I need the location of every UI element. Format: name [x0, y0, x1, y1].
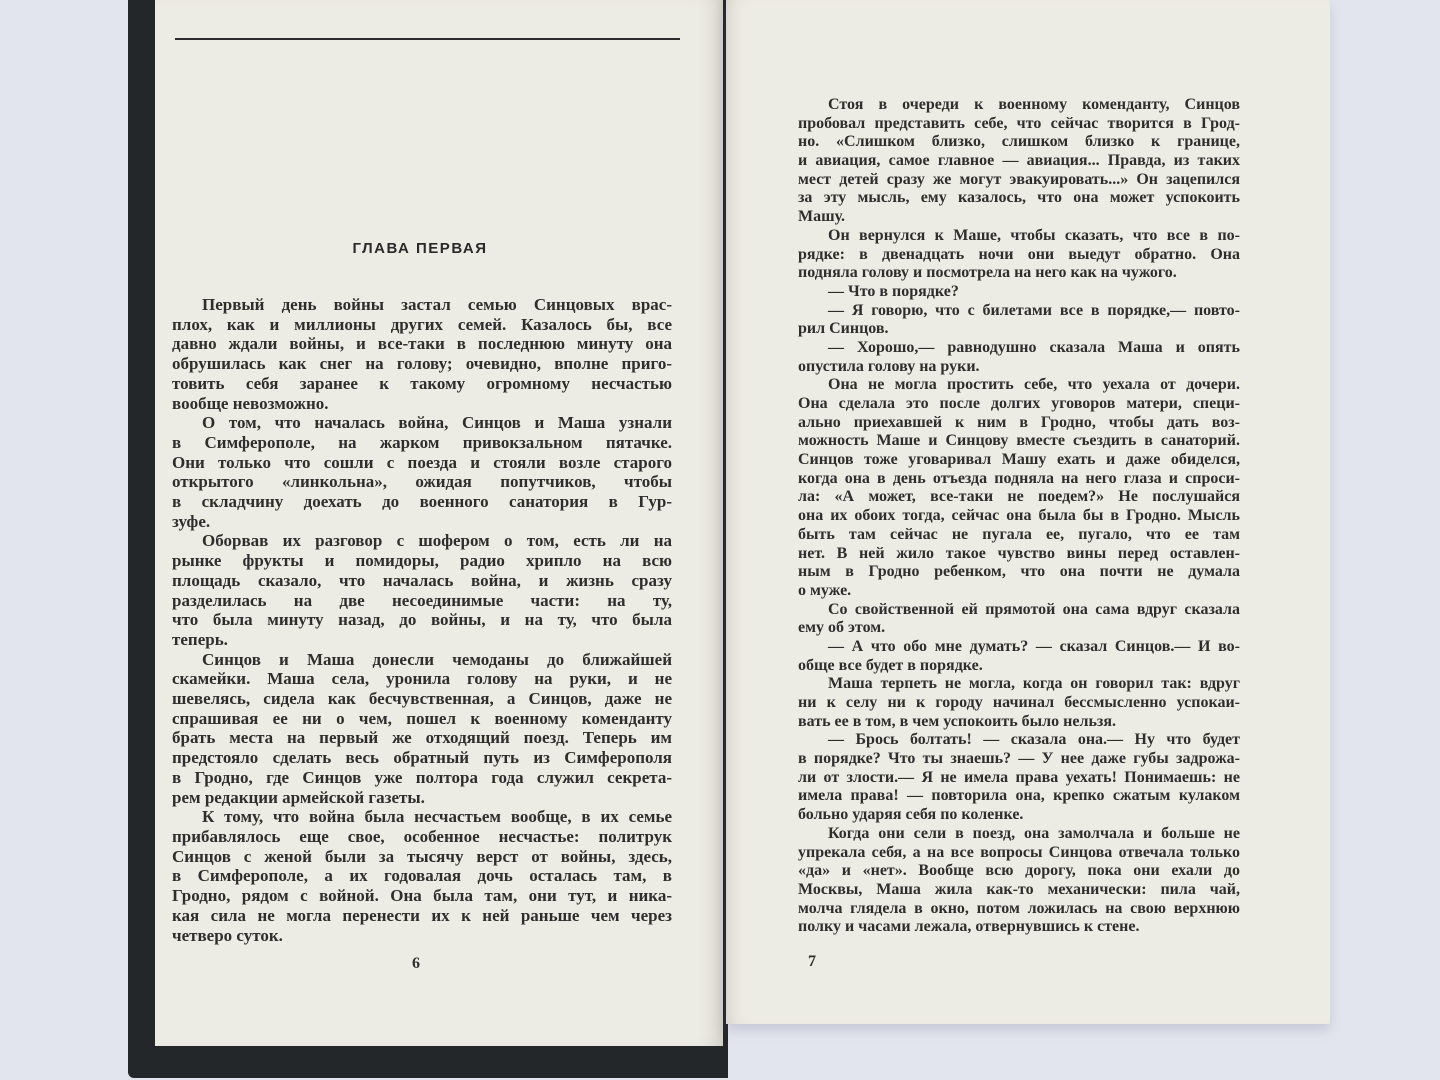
text-line: — Брось болтать! — сказала она.— Ну что будет [828, 731, 1240, 749]
left-page [155, 0, 723, 1046]
paragraph [798, 825, 1240, 937]
text-line: кая сила не могла перенести их к ней раньше чем через [172, 905, 672, 925]
paragraph [798, 731, 1240, 824]
text-line: Машу. [798, 208, 846, 226]
text-line: Первый день войны застал семью Синцовых врас- [202, 295, 672, 314]
text-line: Они только что сошли с поезда и стояли возле старого [172, 452, 672, 472]
text-line: «да» и «нет». Вообще всю дорогу, пока они ехали до [798, 862, 1240, 880]
text-line: о муже. [798, 581, 852, 599]
text-line: К тому, что война была несчастьем вообще, в их семье [202, 807, 672, 827]
text-line: можность Маше и Синцову вместе съездить в санаторий. [798, 432, 1240, 450]
text-line: в Гродно, где Синцов уже полтора года служил секрета- [172, 767, 672, 787]
text-line: Москвы, Маша жила как-то механически: пила чай, [798, 880, 1240, 898]
text-line: Оборвав их разговор с шофером о том, есть ли на [202, 531, 672, 551]
text-line: нет. В ней жило такое чувство вины перед оставлен- [798, 544, 1240, 562]
text-line: обще все будет в порядке. [798, 656, 983, 674]
text-line: ему об этом. [798, 619, 886, 637]
text-line: Когда они сели в поезд, она замолчала и больше не [828, 824, 1240, 842]
text-line: опустила голову на руки. [798, 357, 980, 375]
text-line: рынке фрукты и помидоры, радио хрипло на всю [172, 551, 672, 571]
text-line: рядке: в двенадцать ночи они выедут обратно. Она [798, 245, 1240, 263]
text-line: в Симферополе, а их годовалая дочь осталась там, в [172, 866, 672, 886]
text-line: О том, что началась война, Синцов и Маша узнали [202, 413, 672, 433]
text-line: она их обоих тогда, сейчас она была бы в Гродно. Мысль [798, 507, 1240, 525]
text-line: упрекала себя, а на все вопросы Синцова отвечала только [798, 843, 1240, 861]
paragraph [798, 376, 1240, 600]
text-line: обрушилась как снег на голову; очевидно, вполне приго- [172, 354, 672, 374]
text-line: что была минуту назад, до войны, и на ту, что была [172, 610, 672, 630]
text-line: больно ударяя себя по коленке. [798, 806, 1024, 824]
text-line: имела права! — повторила она, крепко сжатым кулаком [798, 787, 1240, 805]
paragraph [798, 283, 1240, 302]
text-line: Она сделала это после долгих уговоров матери, специ- [798, 395, 1240, 412]
paragraph [798, 96, 1240, 227]
text-line: открытого «линкольна», ожидая попутчиков, чтобы [172, 472, 672, 492]
text-line: разделилась на две несоединимые части: на ту, [172, 590, 672, 610]
paragraph [172, 807, 672, 945]
text-line: Стоя в очереди к военному коменданту, Синцов [828, 96, 1240, 113]
text-line: спрашивая ее ни о чем, пошел к военному коменданту [172, 708, 672, 728]
text-line: Со свойственной ей прямотой она сама вдруг сказала [828, 600, 1240, 618]
text-line: давно ждали войны, и все-таки в последнюю минуту она [172, 334, 672, 354]
paragraph [172, 531, 672, 649]
paragraph [798, 227, 1240, 283]
right-page [726, 0, 1330, 1024]
paragraph [172, 295, 672, 413]
text-line: за эту мысль, ему казалось, что она может успокоить [798, 189, 1240, 207]
text-line: ла: «А может, все-таки не поедем?» Не послушайся [798, 488, 1240, 506]
text-line: товить себя заранее к такому огромному несчастью [172, 373, 672, 393]
paragraph [798, 339, 1240, 376]
text-line: ально приехавшей к ним в Гродно, чтобы дать воз- [798, 413, 1240, 431]
text-line: в Симферополе, на жарком привокзальном пятачке. [172, 432, 672, 452]
text-line: брать места на первый же отходящий поезд. Теперь им [172, 728, 672, 748]
text-line: Синцов с женой были за тысячу верст от войны, здесь, [172, 846, 672, 866]
text-line: и авиация, самое главное — авиация... Правда, из таких [798, 152, 1240, 170]
text-line: плох, как и миллионы других семей. Казалось бы, все [172, 314, 672, 334]
text-line: но. «Слишком близко, слишком близко к границе, [798, 133, 1240, 151]
text-line: быть там сейчас не пугала ее, пугало, что ее там [798, 525, 1240, 543]
text-line: мест детей сразу же могут эвакуировать...» Он зацепился [798, 170, 1240, 188]
text-line: прибавлялось еще свое, особенное несчастье: политрук [172, 826, 672, 846]
paragraph [798, 302, 1240, 339]
text-line: Синцов тоже уговаривал Машу ехать и даже обиделся, [798, 451, 1240, 469]
text-line: Он вернулся к Маше, чтобы сказать, что все в по- [828, 226, 1240, 244]
text-line: рем редакции армейской газеты. [172, 787, 425, 807]
text-line: — Хорошо,— равнодушно сказала Маша и опять [828, 338, 1240, 356]
paragraph [172, 413, 672, 531]
text-line: молча глядела в окно, потом ложилась на свою верхнюю [798, 899, 1240, 917]
text-line: — А что обо мне думать? — сказал Синцов.— И во- [828, 637, 1240, 655]
header-rule [175, 38, 680, 40]
page-number: 6 [412, 955, 420, 972]
text-line: ным в Гродно ребенком, что она почти не думала [798, 563, 1240, 581]
text-line: вать ее в том, в чем успокоить было нельзя. [798, 712, 1116, 730]
text-line: Маша терпеть не могла, когда он говорил так: вдруг [828, 675, 1240, 693]
text-line: в складчину доехать до военного санатория в Гур- [172, 492, 672, 512]
text-line: — Я говорю, что с билетами все в порядке,— повто- [828, 301, 1240, 319]
text-line: предстояло сделать весь обратный путь из Симферополя [172, 748, 672, 768]
text-line: в порядке? Что ты знаешь? — У нее даже губы задрожа- [798, 750, 1240, 768]
chapter-heading: ГЛАВА ПЕРВАЯ [352, 240, 488, 257]
text-line: теперь. [172, 629, 228, 649]
text-line: когда она в день отъезда подняла на него глаза и спроси- [798, 469, 1240, 487]
paragraph [798, 601, 1240, 638]
paragraph [798, 675, 1240, 731]
text-line: зуфе. [172, 511, 211, 531]
text-line: Она не могла простить себе, что уехала от дочери. [828, 376, 1240, 394]
text-line: Синцов и Маша донесли чемоданы до ближайшей [202, 649, 672, 669]
text-line: Гродно, рядом с войной. Она была там, они тут, и ника- [172, 886, 672, 906]
text-line: шевелясь, сидела как бесчувственная, а Синцов, даже не [172, 689, 672, 709]
text-line: площадь сказало, что началась война, и жизнь сразу [172, 570, 672, 590]
text-line: вообще невозможно. [172, 393, 329, 413]
text-line: полку и часами лежала, отвернувшись к стене. [798, 918, 1140, 936]
text-line: скамейки. Маша села, уронила голову на руки, и не [172, 669, 672, 689]
text-line: ни к селу ни к городу начинал бессмысленно успокаи- [798, 694, 1240, 711]
text-line: ли от злости.— Я не имела права уехать! Понимаешь: не [798, 768, 1240, 786]
right-page-text [798, 96, 1240, 937]
text-line: — Что в порядке? [828, 282, 959, 300]
paragraph [798, 638, 1240, 675]
page-number: 7 [808, 953, 816, 970]
text-line: рил Синцов. [798, 320, 889, 338]
paragraph [172, 650, 672, 808]
text-line: подняла голову и посмотрела на него как на чужого. [798, 264, 1177, 282]
text-line: четверо суток. [172, 925, 283, 945]
text-line: пробовал представить себе, что сейчас творится в Грод- [798, 114, 1240, 132]
left-page-text [172, 295, 672, 945]
